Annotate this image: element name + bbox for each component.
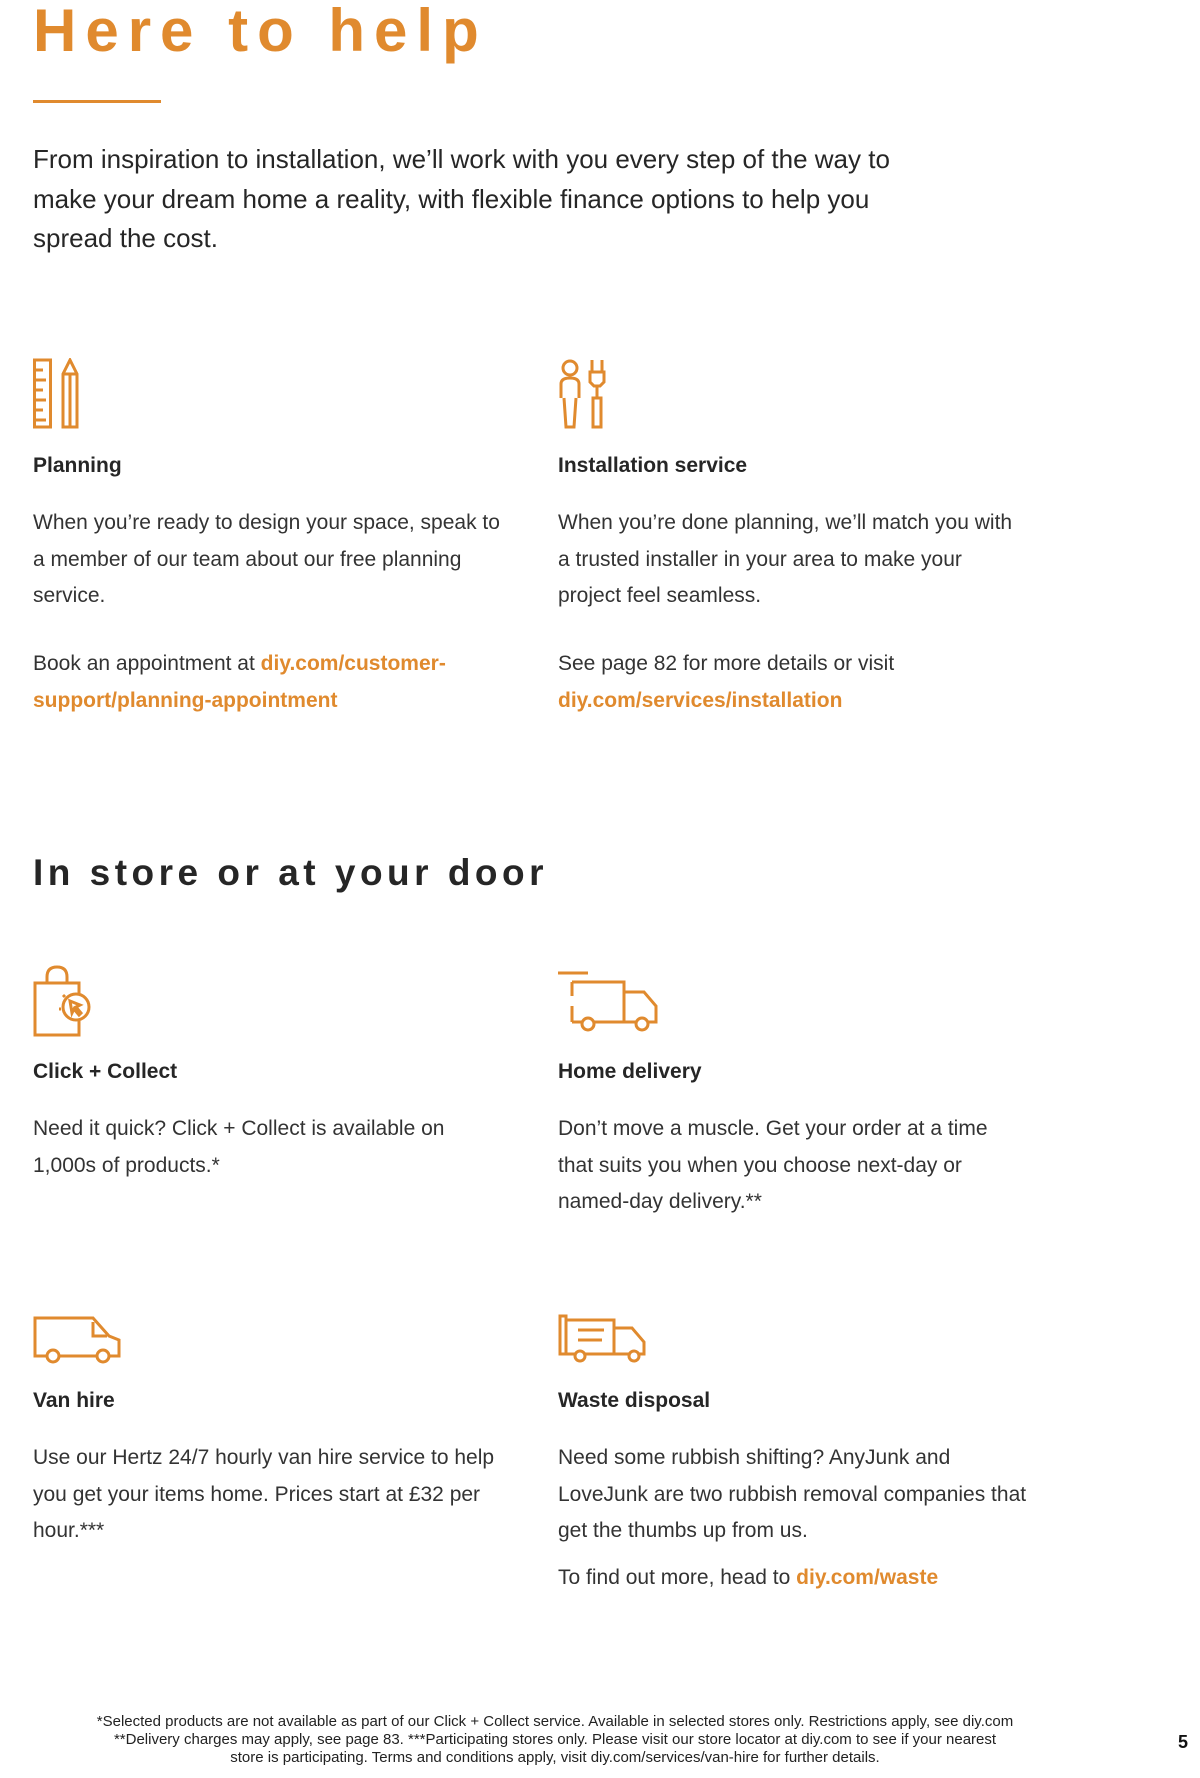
service-title: Waste disposal xyxy=(558,1389,711,1412)
title-underline xyxy=(33,100,161,103)
service-card-installation xyxy=(558,358,1038,712)
footnote-line: *Selected products are not available as part of our Click + Collect service. Available in selected stores only. Restrictions apply, see diy.com xyxy=(96,1713,1014,1730)
service-description: Need some rubbish shifting? AnyJunk and LoveJunk are two rubbish removal companies that get the thumbs up from us. xyxy=(558,1446,1027,1542)
footnote-line: store is participating. Terms and conditions apply, visit diy.com/services/van-hire for further details. xyxy=(230,1749,880,1766)
waste-link[interactable]: diy.com/waste xyxy=(796,1566,939,1589)
service-title: Van hire xyxy=(33,1389,115,1412)
service-description: Don’t move a muscle. Get your order at a time that suits you when you choose next-day or named-day delivery.** xyxy=(558,1117,988,1213)
service-cta xyxy=(33,646,503,719)
service-description: Need it quick? Click + Collect is available on 1,000s of products.* xyxy=(33,1117,445,1177)
shopping-bag-icon xyxy=(33,965,93,1037)
installation-link[interactable]: diy.com/services/installation xyxy=(558,688,843,712)
service-card-van-hire xyxy=(33,1316,513,1542)
service-description: Use our Hertz 24/7 hourly van hire service to help you get your items home. Prices start at £32 per hour.*** xyxy=(33,1446,495,1542)
service-title: Installation service xyxy=(558,454,748,477)
delivery-truck-icon xyxy=(558,970,662,1034)
cta-prefix: See page 82 for more details or visit xyxy=(558,652,895,675)
service-card-waste-disposal xyxy=(558,1314,1038,1589)
service-title: Planning xyxy=(33,454,122,477)
page-title: Here to help xyxy=(33,0,488,64)
ruler-pencil-icon xyxy=(33,358,83,430)
van-icon xyxy=(33,1316,123,1364)
service-card-click-collect xyxy=(33,965,513,1177)
service-title: Home delivery xyxy=(558,1060,702,1083)
service-card-planning xyxy=(33,358,513,712)
service-cta xyxy=(558,1560,1028,1597)
intro-paragraph: From inspiration to installation, we’ll work with you every step of the way to make your dream home a reality, with flexible finance options to help you spread the cost. xyxy=(33,144,890,253)
planning-appointment-link[interactable]: diy.com/customer-support/planning-appointment xyxy=(33,652,446,712)
footnotes xyxy=(0,1713,1110,1767)
waste-truck-icon xyxy=(558,1314,654,1364)
cta-prefix: To find out more, head to xyxy=(558,1566,797,1589)
service-description: When you’re done planning, we’ll match you with a trusted installer in your area to make your project feel seamless. xyxy=(558,511,1013,607)
service-description: When you’re ready to design your space, speak to a member of our team about our free planning service. xyxy=(33,511,500,607)
service-title: Click + Collect xyxy=(33,1060,178,1083)
cta-prefix: Book an appointment at xyxy=(33,652,261,675)
service-card-home-delivery xyxy=(558,970,1038,1213)
page-number: 5 xyxy=(1177,1732,1188,1752)
installer-tools-icon xyxy=(558,358,608,430)
service-cta xyxy=(558,646,1028,719)
section-title: In store or at your door xyxy=(33,852,549,893)
footnote-line: **Delivery charges may apply, see page 83. ***Participating stores only. Please visit our store locator at diy.com to see if your nearest xyxy=(113,1731,997,1748)
